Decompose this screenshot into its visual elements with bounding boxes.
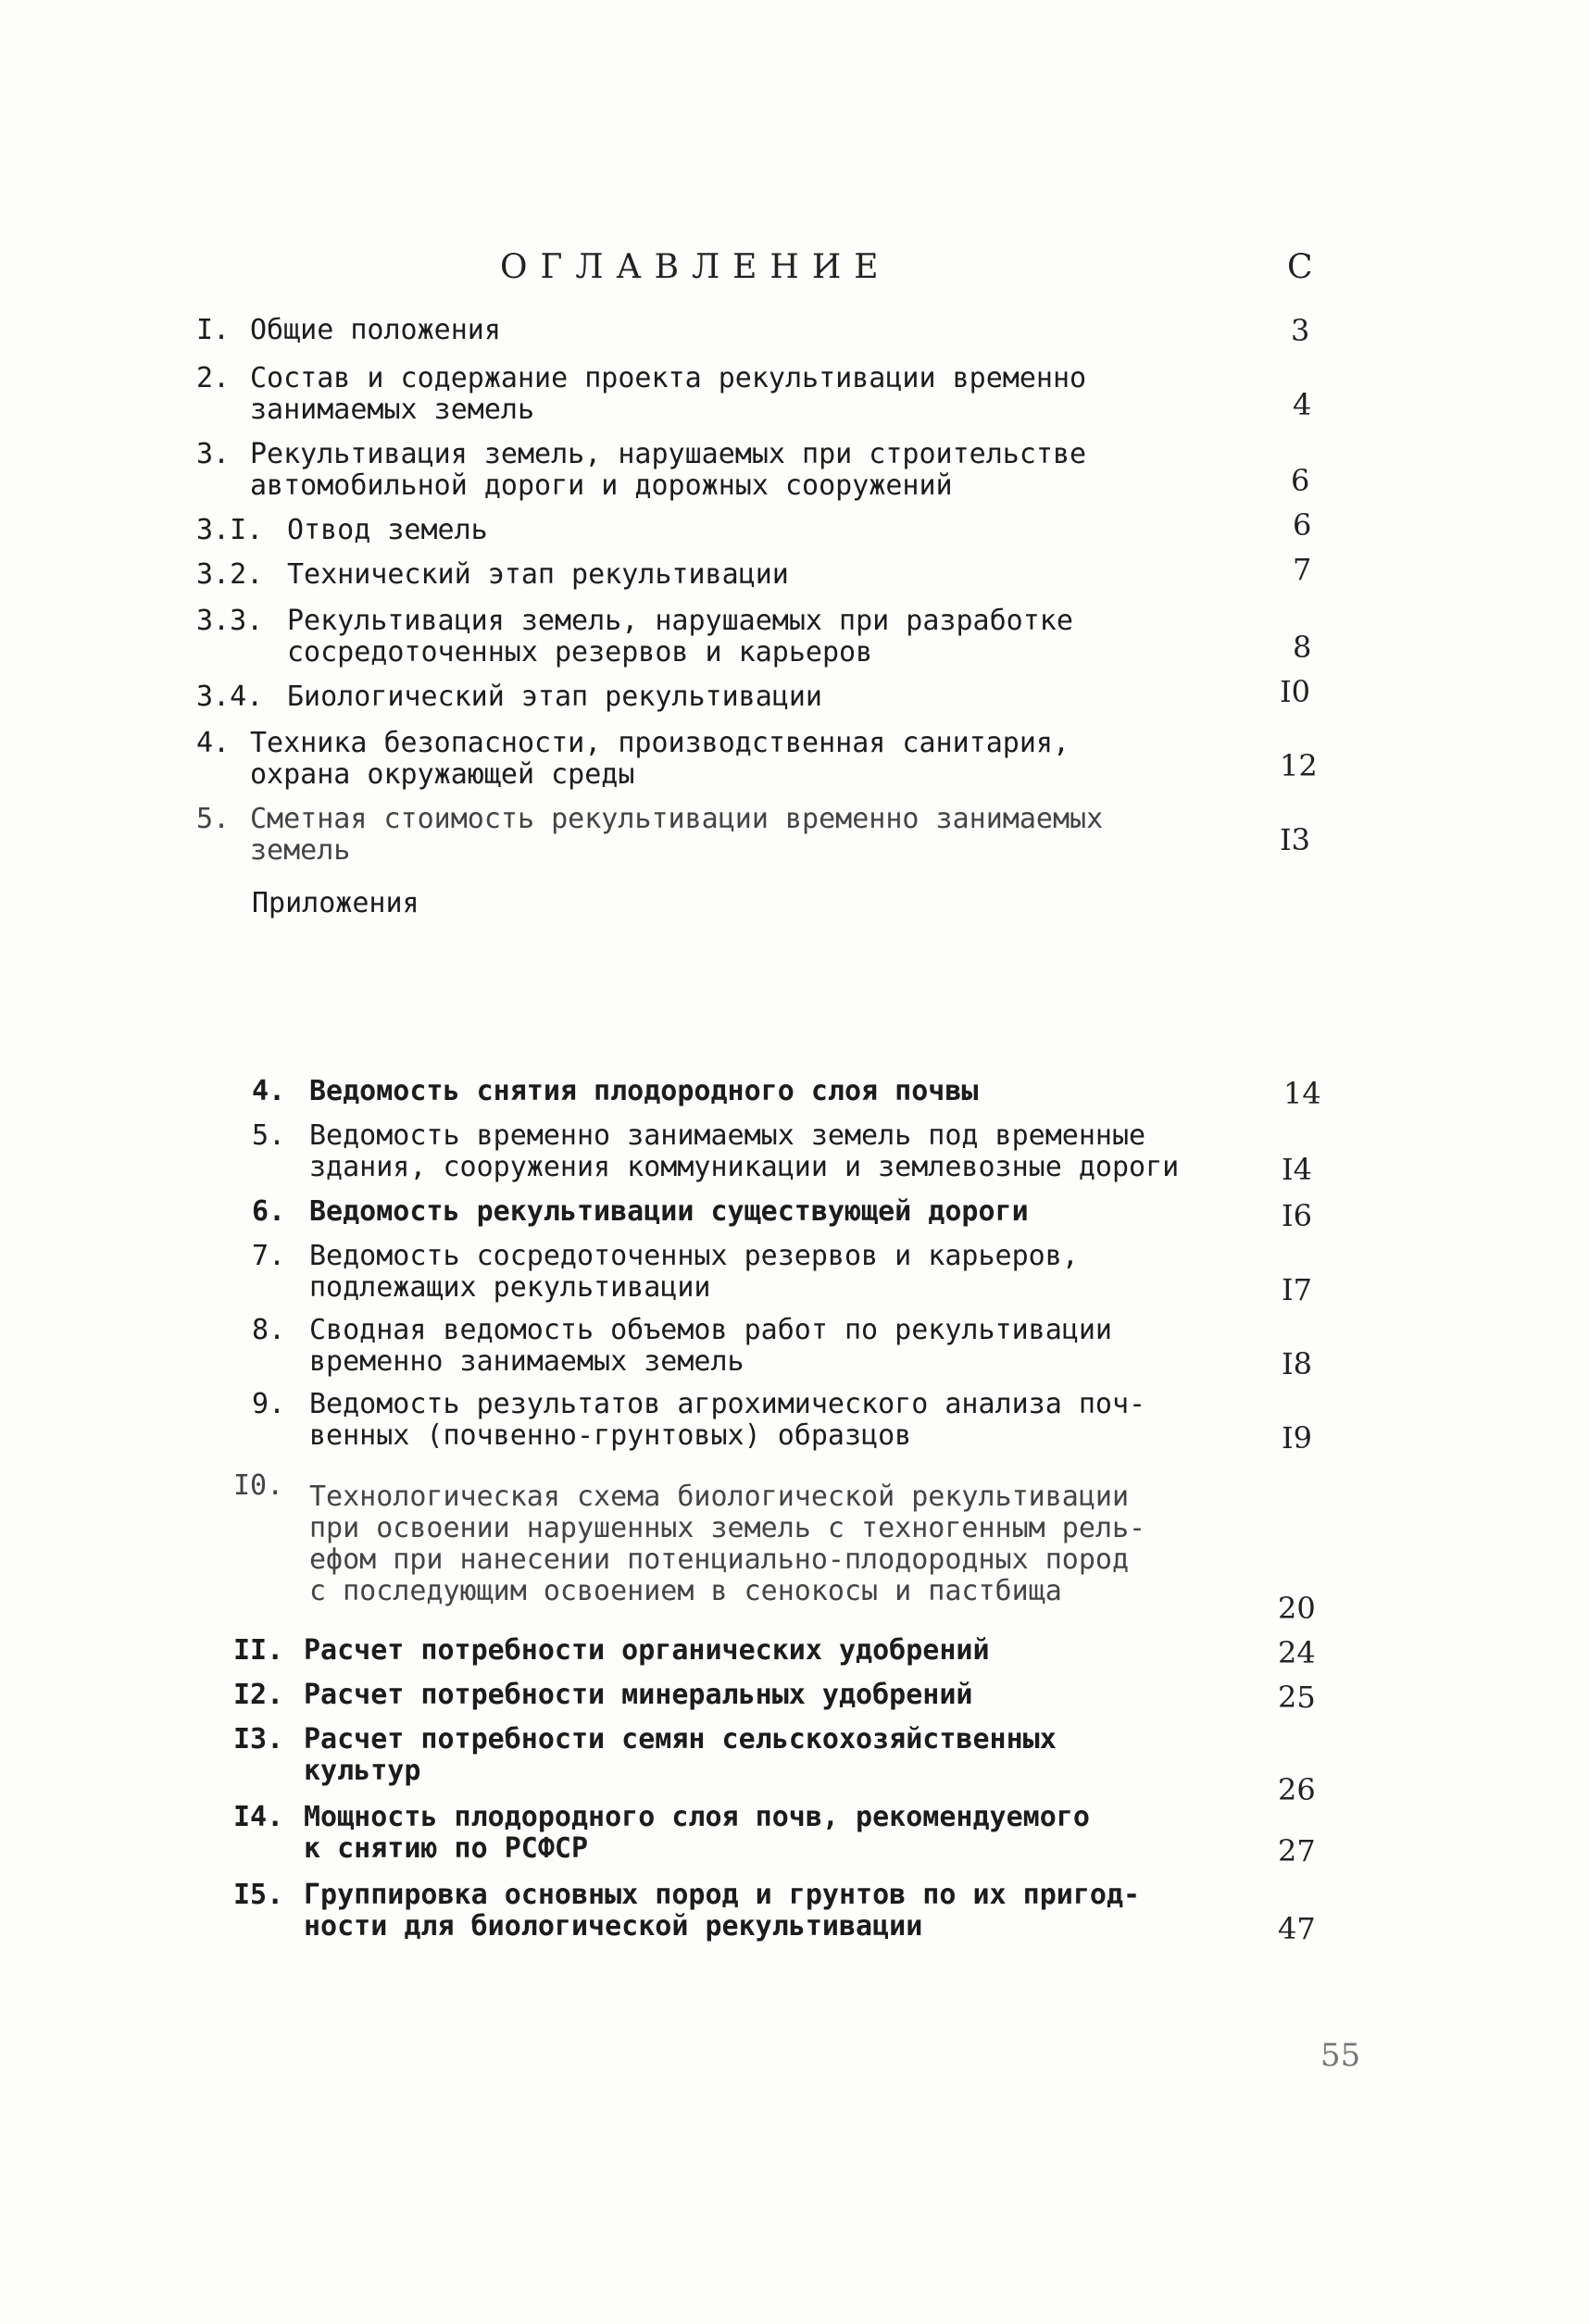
toc-entry-line: земель xyxy=(250,834,351,867)
appendix-number: 7. xyxy=(252,1240,286,1272)
appendix-number: 9. xyxy=(252,1388,286,1420)
appendix-page: 14 xyxy=(1283,1076,1321,1111)
toc-entry-title xyxy=(287,515,488,546)
appendix-page: 20 xyxy=(1278,1591,1316,1626)
appendix-line: Технологическая схема биологической рекультивации xyxy=(309,1481,1130,1513)
appendix-line: Ведомость временно занимаемых земель под временные xyxy=(309,1119,1146,1152)
appendix-line: временно занимаемых земель xyxy=(309,1345,744,1378)
toc-entry-title xyxy=(250,315,501,346)
appendix-line: Мощность плодородного слоя почв, рекомендуемого xyxy=(304,1801,1090,1833)
appendix-line: Ведомость сосредоточенных резервов и карьеров, xyxy=(309,1240,1079,1272)
appendix-number: I2. xyxy=(233,1679,284,1711)
appendix-number: 8. xyxy=(252,1314,286,1346)
appendix-line: подлежащих рекультивации xyxy=(309,1271,711,1304)
toc-entry-line: Общие положения xyxy=(250,314,501,346)
toc-entry-number: I. xyxy=(196,314,231,346)
toc-entry-line: Состав и содержание проекта рекультивации временно xyxy=(250,362,1087,394)
appendix-line: Сводная ведомость объемов работ по рекультивации xyxy=(309,1314,1112,1346)
toc-entry-line: Рекультивация земель, нарушаемых при разработке xyxy=(287,605,1073,637)
toc-entry-number: 3.4. xyxy=(196,681,264,713)
appendix-title xyxy=(304,1680,972,1711)
appendix-line: к снятию по РСФСР xyxy=(304,1832,589,1865)
toc-entry-line: занимаемых земель xyxy=(250,394,535,426)
appendix-page: I6 xyxy=(1282,1198,1312,1233)
toc-entry-line: автомобильной дороги и дорожных сооружений xyxy=(250,469,953,502)
toc-entry-number: 3. xyxy=(196,438,231,470)
toc-entry-page: 3 xyxy=(1291,313,1310,348)
appendix-page: 47 xyxy=(1278,1911,1316,1946)
appendix-line: здания, сооружения коммуникации и землевозные дороги xyxy=(309,1151,1180,1183)
appendix-line: Ведомость результатов агрохимического анализа поч- xyxy=(309,1388,1146,1420)
toc-entry-page: 4 xyxy=(1293,387,1312,422)
appendix-page: 24 xyxy=(1278,1635,1316,1670)
toc-entry-title xyxy=(250,804,1103,867)
appendix-number: 6. xyxy=(252,1195,286,1228)
appendix-number: I5. xyxy=(233,1879,284,1911)
appendix-number: 5. xyxy=(252,1119,286,1152)
appendix-page: I8 xyxy=(1282,1346,1312,1381)
toc-entry-line: сосредоточенных резервов и карьеров xyxy=(287,636,873,668)
toc-entry-page: 6 xyxy=(1293,507,1312,543)
appendix-page: 25 xyxy=(1278,1680,1316,1715)
appendix-number: II. xyxy=(233,1634,284,1667)
toc-entry-line: Техника безопасности, производственная санитария, xyxy=(250,727,1070,759)
toc-entry-title xyxy=(287,559,789,591)
toc-entry-line: Технический этап рекультивации xyxy=(287,558,789,591)
appendix-number: I0. xyxy=(233,1469,284,1502)
toc-heading: ОГЛАВЛЕНИЕ xyxy=(500,248,892,286)
appendix-number: I4. xyxy=(233,1801,284,1833)
appendix-line: ефом при нанесении потенциально-плодородных пород xyxy=(309,1543,1130,1576)
appendix-title xyxy=(309,1241,1079,1304)
toc-entry-number: 5. xyxy=(196,803,231,835)
appendix-label: Приложения xyxy=(252,887,419,919)
toc-entry-title xyxy=(250,728,1070,791)
appendix-title xyxy=(309,1076,978,1107)
appendix-line: Ведомость рекультивации существующей дороги xyxy=(309,1195,1029,1228)
toc-entry-number: 2. xyxy=(196,362,231,394)
appendix-title xyxy=(304,1635,990,1667)
appendix-line: Расчет потребности органических удобрений xyxy=(304,1634,990,1667)
toc-entry-page: 7 xyxy=(1293,552,1312,587)
toc-entry-number: 3.2. xyxy=(196,558,264,591)
toc-entry-line: Сметная стоимость рекультивации временно занимаемых xyxy=(250,803,1104,835)
appendix-page: 26 xyxy=(1278,1772,1316,1807)
toc-entry-line: Рекультивация земель, нарушаемых при строительстве xyxy=(250,438,1087,470)
toc-entry-title xyxy=(287,681,822,713)
appendix-title xyxy=(309,1196,1029,1228)
toc-entry-number: 4. xyxy=(196,727,231,759)
appendix-line: Ведомость снятия плодородного слоя почвы xyxy=(309,1075,979,1107)
appendix-line: культур xyxy=(304,1755,421,1787)
page-number: 55 xyxy=(1320,2037,1361,2074)
toc-entry-title xyxy=(250,439,1086,502)
appendix-line: с последующим освоением в сенокосы и пастбища xyxy=(309,1575,1062,1607)
appendix-number: I3. xyxy=(233,1723,284,1755)
appendix-title xyxy=(304,1724,1057,1787)
appendix-title xyxy=(309,1389,1145,1452)
toc-entry-line: Биологический этап рекультивации xyxy=(287,681,822,713)
appendix-number: 4. xyxy=(252,1075,286,1107)
appendix-title xyxy=(309,1481,1145,1607)
toc-entry-number: 3.3. xyxy=(196,605,264,637)
appendix-line: Расчет потребности семян сельскохозяйственных xyxy=(304,1723,1057,1755)
appendix-title xyxy=(309,1120,1179,1183)
appendix-page: I4 xyxy=(1282,1152,1312,1187)
toc-entry-title xyxy=(287,606,1073,668)
toc-entry-number: 3.I. xyxy=(196,514,264,546)
toc-entry-page: 12 xyxy=(1280,748,1318,783)
appendix-page: I9 xyxy=(1282,1420,1312,1456)
toc-entry-page: I0 xyxy=(1280,674,1310,709)
appendix-line: при освоении нарушенных земель с техногенным рель- xyxy=(309,1512,1146,1544)
appendix-line: Группировка основных пород и грунтов по их пригод- xyxy=(304,1879,1141,1911)
appendix-title xyxy=(304,1802,1090,1865)
appendix-page: 27 xyxy=(1278,1833,1316,1868)
appendix-line: ности для биологической рекультивации xyxy=(304,1910,923,1943)
appendix-line: венных (почвенно-грунтовых) образцов xyxy=(309,1419,912,1452)
appendix-title xyxy=(304,1880,1140,1943)
toc-entry-page: I3 xyxy=(1280,822,1310,857)
appendix-page: I7 xyxy=(1282,1272,1312,1307)
toc-entry-page: 8 xyxy=(1293,630,1312,665)
page-column-label: С xyxy=(1287,248,1313,286)
appendix-line: Расчет потребности минеральных удобрений xyxy=(304,1679,973,1711)
toc-entry-line: охрана окружающей среды xyxy=(250,758,635,791)
toc-entry-page: 6 xyxy=(1291,463,1310,498)
toc-entry-title xyxy=(250,363,1086,426)
appendix-title xyxy=(309,1315,1112,1378)
toc-entry-line: Отвод земель xyxy=(287,514,488,546)
